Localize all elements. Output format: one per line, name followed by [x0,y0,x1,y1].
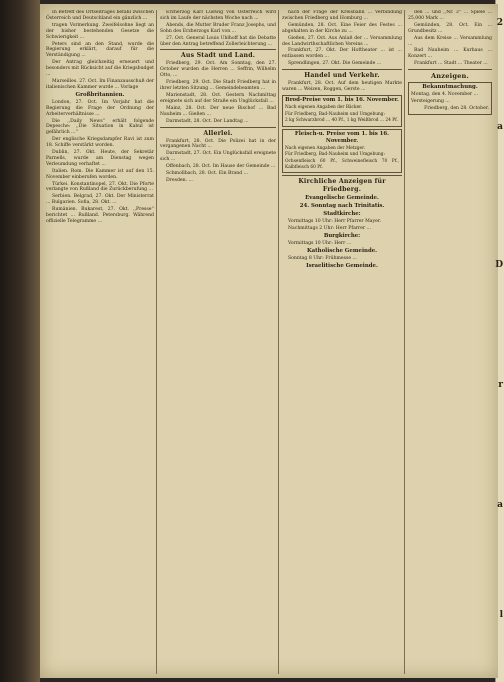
article-paragraph: Peters sind an den Stand, wurde die Regierung erklärt, darauf für die Verständigung ... [46,41,154,59]
column-3 [282,10,402,674]
article-paragraph: Dublin, 27. Okt. Heute, der Sekretär Parnells, wurde am Dienstag wegen Verleumdung verhaftet ... [46,150,154,167]
box-line: 2 kg Schwarzbrod ... 40 Pf., 1 kg Weißbrod ... 24 Pf. [285,118,398,124]
article-paragraph: 27. Oct. General Louis Uhlhoff hat die Debatte über den Antrag betreffend Zollerleichterung ... [160,35,276,47]
article-paragraph: Frankfurt, 27. Okt. Der Hoftheater ... ist ... entlassen worden ... [282,48,402,60]
edge-letter: a [497,122,503,132]
column-4 [408,10,492,674]
article-paragraph: Rumänien. Bukarest, 27. Okt. ,,Presse'' berichtet ... Rußland. Petersburg. Während offizielle Telegramme ... [46,207,154,224]
column-rule [156,10,157,674]
article-paragraph: Erzherzog Karl Ludwig von Österreich wird sich im Laufe der nächsten Woche nach ... [160,10,276,21]
book-spine [0,0,40,682]
column-2 [160,10,276,674]
edge-letter: D [495,260,503,270]
article-paragraph: den ... und ,,Nr. 3'' ... Spiele ... 25,000 Mark ... [408,10,492,21]
section-heading: Allerlei. [203,129,233,137]
box-title: Brod-Preise vom 1. bis 16. November. [285,96,399,103]
meat-price-box [282,129,402,173]
church-line: Evangelische Gemeinde. [305,195,379,202]
article-paragraph: Friedberg, 29. Oct. Die Stadt Friedberg hat in ihrer letzten Sitzung ... Gemeindebeamten ... [160,80,276,92]
section-heading: Großbritannien. [75,91,125,98]
article-paragraph: Italien. Rom. Die Kammer ist auf den 15. November einberufen worden. [46,168,154,180]
ad-line: Versteigerung ... [411,99,450,105]
article-paragraph: Gemünden, 28. Oct. Ein ... Grundbesitz ... [408,22,492,34]
box-line: Für Friedberg, Bad-Nauheim und Umgebung: [285,111,385,117]
box-line: Nach eigenen Angaben der Bäcker. [285,104,363,110]
divider [282,69,402,70]
article-paragraph: Marseilles. 27. Oct. Im Finanzausschuß der italienischen Kammer wurde ... Vorlage [46,78,154,90]
article-paragraph: nach der Frage der Kreisbahn ... Verbindung zwischen Friedberg und Homburg ... [282,10,402,21]
box-line: Ochsenfleisch 60 Pf., Schweinefleisch 70 Pf., Kalbfleisch 60 Pf. [285,158,399,170]
column-rule [404,10,405,674]
church-line: Israelitische Gemeinde. [306,262,378,269]
divider [160,49,276,50]
article-paragraph: Bad Nauheim ... Kurhaus ... Konzert ... [408,48,492,60]
edge-letter: 2 [496,18,503,28]
article-paragraph: Frankfurt, 28. Oct. Auf dem heutigen Markte waren ... Weizen, Roggen, Gerste ... [282,81,402,93]
column-rule [278,10,279,674]
article-paragraph: Frankfurt ... Stadt ... Theater ... [414,61,488,67]
column-1 [46,10,154,674]
church-line: Sonntag 8 Uhr: Frühmesse ... [288,255,357,261]
section-heading: Aus Stadt und Land. [180,52,256,60]
ad-line: Friedberg, den 28. October. [424,105,489,111]
article-paragraph: Türkei. Konstantinopel, 27. Okt. Die Pforte verlangte von Rußland die Zurückberufung ... [46,181,154,193]
box-line: Für Friedberg, Bad-Nauheim und Umgebung: [285,152,385,158]
article-paragraph: Friedberg, 29. Oct. Am Sonntag, den 27. October wurden die Herren ... Seffrin, Wilhelm Otto, ... [160,61,276,79]
divider [408,69,492,70]
edge-letter: r [498,380,503,390]
article-paragraph: Gemünden, 28. Oct. Eine Feier des Festes ... abgehalten in der Kirche zu ... [282,22,402,34]
church-line: Vormittags 10 Uhr: Herr Pfarrer Mayer. [288,219,381,225]
advertisement-box [408,82,492,115]
article-paragraph: Gießen, 27. Oct. Aus Anlaß der ... Versammlung des Landwirthschaftlichen Vereins ... [282,35,402,47]
article-paragraph: Mainz, 28. Oct. Der neue Bischof ... Bad Nauheim ... Gießen ... [160,105,276,117]
article-paragraph: Dresden. ... [166,177,193,183]
section-heading: Kirchliche Anzeigen für Friedberg. [298,178,386,194]
article-paragraph: Sprendlingen, 27. Okt. Die Gemeinde ... [288,61,382,67]
edge-letter: a [497,500,503,510]
article-paragraph: Marienstadt, 28. Oct. Gestern Nachmittag ereignete sich auf der Straße ein Unglücksfall ... [160,92,276,104]
section-heading: Anzeigen. [430,72,470,81]
church-line: Nachmittags 2 Uhr: Herr Pfarrer ... [288,226,371,232]
article-paragraph: Frankfurt, 28. Oct. Die Polizei hat in der vergangenen Nacht ... [160,138,276,150]
edge-letter: l [499,610,503,620]
divider [160,127,276,128]
article-paragraph: Aus dem Kreise ... Versammlung ... [408,35,492,47]
church-line: 24. Sonntag nach Trinitatis. [299,203,385,210]
box-title: Fleisch-u. Preise vom 1. bis 16. November. [294,130,390,144]
section-heading: Handel und Verkehr. [304,72,380,80]
bread-price-box [282,95,402,127]
article-paragraph: tragen Vormerkung. Zweifelsohne liegt an der bisher bestehenden Gesetze die Schwierigkeit ... [46,22,154,40]
article-paragraph: Serbien. Belgrad, 27. Okt. Der Ministerrat ... Bulgarien. Sofia, 28. Okt. ... [46,194,154,206]
divider [282,175,402,176]
box-line: Nach eigenen Angaben der Metzger. [285,145,366,151]
article-paragraph: Darmstadt, 28. Oct. Der Landtag ... [166,118,249,124]
church-line: Vormittags 10 Uhr: Herr ... [288,240,352,246]
church-line: Katholische Gemeinde. [306,247,378,254]
article-paragraph: Offenbach, 28. Oct. Im Hause der Gemeinde ... [166,164,276,170]
article-paragraph: In Betreff des Ortseitrages befahl zwischen Österreich und Deutschland ein gänzlich ... [46,10,154,21]
article-paragraph: London, 27. Oct. Im Vorjahr hat die Regierung die Frage der Ordnung der Arbeiterverhältnisse ... [46,99,154,117]
article-paragraph: Die ,,Daily News'' erhält folgende Depesche: ,,Die Situation in Kabul ist gefährlich ...'' [46,118,154,136]
article-paragraph: Schmollbach, 28. Oct. Ein Brand ... [166,171,249,177]
newspaper-page [40,4,498,678]
article-paragraph: Abends, die Mutter Bruder Franz Josephs, und Sohn des Erzherzogs Karl von ... [160,22,276,34]
ad-line: Montag, den 4. November ... [411,92,478,98]
ad-line: Bekanntmachung. [422,84,478,91]
church-line: Burgkirche: [323,232,361,239]
church-line: Stadtkirche: [323,211,361,218]
article-paragraph: Darmstadt, 27. Oct. Ein Unglücksfall ereignete sich ... [160,151,276,163]
article-paragraph: Der englische Kriegsdampfer Ravi ist zum 18. Schiffe verstärkt worden. [46,137,154,149]
article-paragraph: Der Antrag gleichzeitig erneuert und besonders mit Rücksicht auf die Kriegsbudget ... [46,60,154,78]
